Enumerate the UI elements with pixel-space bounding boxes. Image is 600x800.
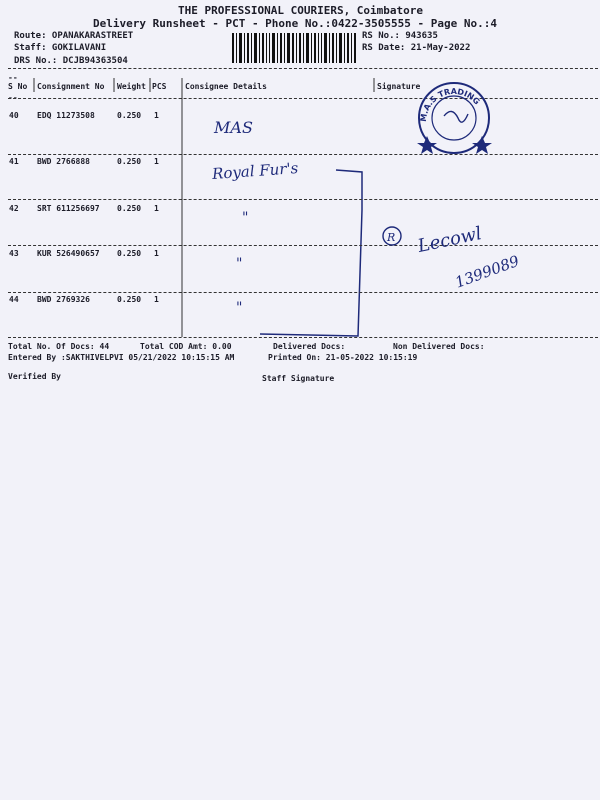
staff-label: Staff: GOKILAVANI xyxy=(14,43,107,53)
col-dash-2: -- xyxy=(8,93,18,102)
row-40-consignee: MAS xyxy=(214,118,253,137)
col-header-weight: Weight xyxy=(117,82,146,91)
header-divider xyxy=(8,98,598,99)
row-44-weight: 0.250 xyxy=(117,295,142,304)
row-41-pcs: 1 xyxy=(154,157,159,166)
row-40-weight: 0.250 xyxy=(117,111,142,120)
col-header-sno: S No xyxy=(8,82,28,91)
row-42-weight: 0.250 xyxy=(117,204,142,213)
rs-date: RS Date: 21-May-2022 xyxy=(362,43,471,53)
drs-number: DRS No.: DCJB94363504 xyxy=(14,56,128,66)
delivered-docs: Delivered Docs: xyxy=(273,342,346,351)
non-delivered-docs: Non Delivered Docs: xyxy=(393,342,485,351)
receiver-signature xyxy=(378,214,528,294)
entered-by: Entered By :SAKTHIVELPVI 05/21/2022 10:15:15 AM xyxy=(8,353,235,362)
col-header-consignee: Consignee Details xyxy=(185,82,267,91)
col-header-consignment: Consignment No xyxy=(37,82,105,91)
row-41-consignment: BWD 2766888 xyxy=(37,157,90,166)
row-43-consignment: KUR 526490657 xyxy=(37,249,100,258)
row-43-sno: 43 xyxy=(9,249,19,258)
row-43-consignee: " xyxy=(236,256,243,272)
row-41-weight: 0.250 xyxy=(117,157,142,166)
printed-on: Printed On: 21-05-2022 10:15:19 xyxy=(268,353,418,362)
row-44-consignee: " xyxy=(236,300,243,316)
row-40-consignment: EDQ 11273508 xyxy=(37,111,95,120)
signature-text: Lecowl xyxy=(415,222,484,257)
row-44-consignment: BWD 2769326 xyxy=(37,295,90,304)
company-stamp xyxy=(412,78,497,156)
rs-number: RS No.: 943635 xyxy=(362,31,438,41)
row-42-sno: 42 xyxy=(9,204,19,213)
route-label: Route: OPANAKARASTREET xyxy=(14,31,134,41)
col-header-pcs: PCS xyxy=(152,82,167,91)
runsheet-subtitle: Delivery Runsheet - PCT - Phone No.:0422-3505555 - Page No.:4 xyxy=(93,17,497,30)
signature-phone: 1399089 xyxy=(452,251,522,292)
row-40-divider xyxy=(8,154,598,155)
row-44-pcs: 1 xyxy=(154,295,159,304)
row-42-consignee: " xyxy=(242,210,249,226)
row-44-divider xyxy=(8,337,598,338)
col-header-signature: Signature xyxy=(377,82,421,91)
row-43-pcs: 1 xyxy=(154,249,159,258)
total-cod: Total COD Amt: 0.00 xyxy=(140,342,232,351)
total-docs: Total No. Of Docs: 44 xyxy=(8,342,110,351)
company-title: THE PROFESSIONAL COURIERS, Coimbatore xyxy=(178,4,424,17)
row-43-weight: 0.250 xyxy=(117,249,142,258)
row-41-sno: 41 xyxy=(9,157,19,166)
row-44-sno: 44 xyxy=(9,295,19,304)
row-42-pcs: 1 xyxy=(154,204,159,213)
row-40-sno: 40 xyxy=(9,111,19,120)
row-40-pcs: 1 xyxy=(154,111,159,120)
row-41-consignee: Royal Fur's xyxy=(211,159,299,183)
svg-text:M.A.S TRADING: M.A.S TRADING xyxy=(418,86,482,123)
staff-signature-label: Staff Signature xyxy=(262,374,335,383)
hand-bracket xyxy=(260,170,362,336)
row-42-consignment: SRT 611256697 xyxy=(37,204,100,213)
col-dash-1: -- xyxy=(8,73,18,82)
row-41-divider xyxy=(8,199,598,200)
circle-mark: R xyxy=(387,231,396,244)
verified-by: Verified By xyxy=(8,372,61,381)
